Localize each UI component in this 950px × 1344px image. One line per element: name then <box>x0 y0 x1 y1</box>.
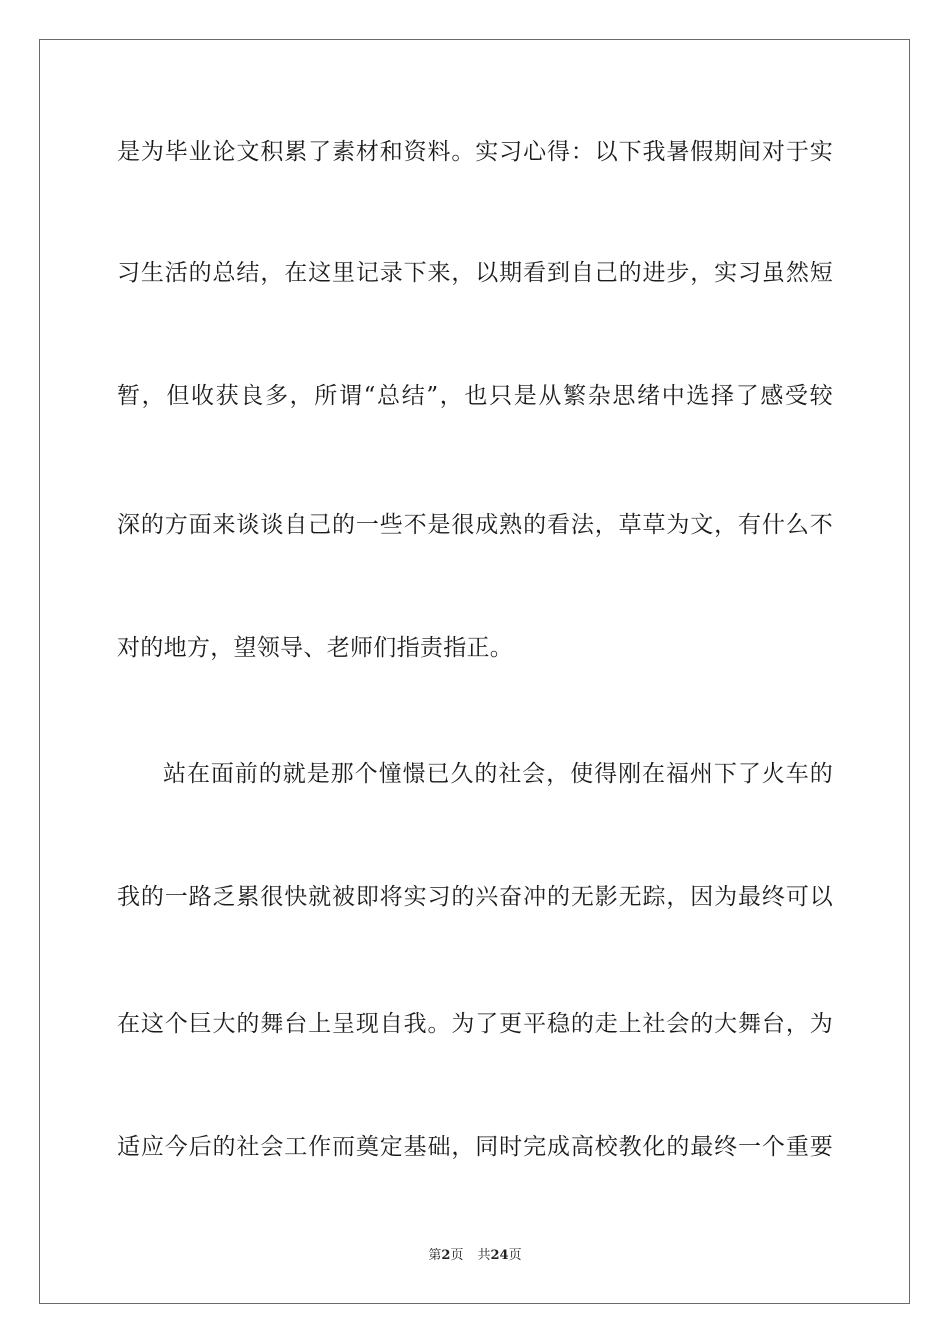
text-line: 深的方面来谈谈自己的一些不是很成熟的看法，草草为文，有什么不 <box>117 512 833 538</box>
total-pages: 24 <box>490 1248 509 1263</box>
total-prefix: 共 <box>477 1248 491 1263</box>
text-line: 暂，但收获良多，所谓“总结”，也只是从繁杂思绪中选择了感受较 <box>117 383 833 409</box>
text-line: 在这个巨大的舞台上呈现自我。为了更平稳的走上社会的大舞台，为 <box>117 1011 833 1037</box>
text-line: 适应今后的社会工作而奠定基础，同时完成高校教化的最终一个重要 <box>117 1134 833 1160</box>
page-suffix: 页 <box>450 1248 464 1263</box>
page-number: 2 <box>441 1248 451 1263</box>
page-prefix: 第 <box>428 1248 442 1263</box>
text-line: 是为毕业论文积累了素材和资料。实习心得：以下我暑假期间对于实 <box>117 139 833 165</box>
text-line: 我的一路乏累很快就被即将实习的兴奋冲的无影无踪，因为最终可以 <box>117 884 833 910</box>
text-line-paragraph-start: 站在面前的就是那个憧憬已久的社会，使得刚在福州下了火车的 <box>163 761 833 787</box>
page-footer <box>0 1247 950 1265</box>
text-line: 习生活的总结，在这里记录下来，以期看到自己的进步，实习虽然短 <box>117 260 833 286</box>
text-line: 对的地方，望领导、老师们指责指正。 <box>117 635 514 661</box>
total-suffix: 页 <box>508 1248 522 1263</box>
page-border <box>39 39 910 1304</box>
